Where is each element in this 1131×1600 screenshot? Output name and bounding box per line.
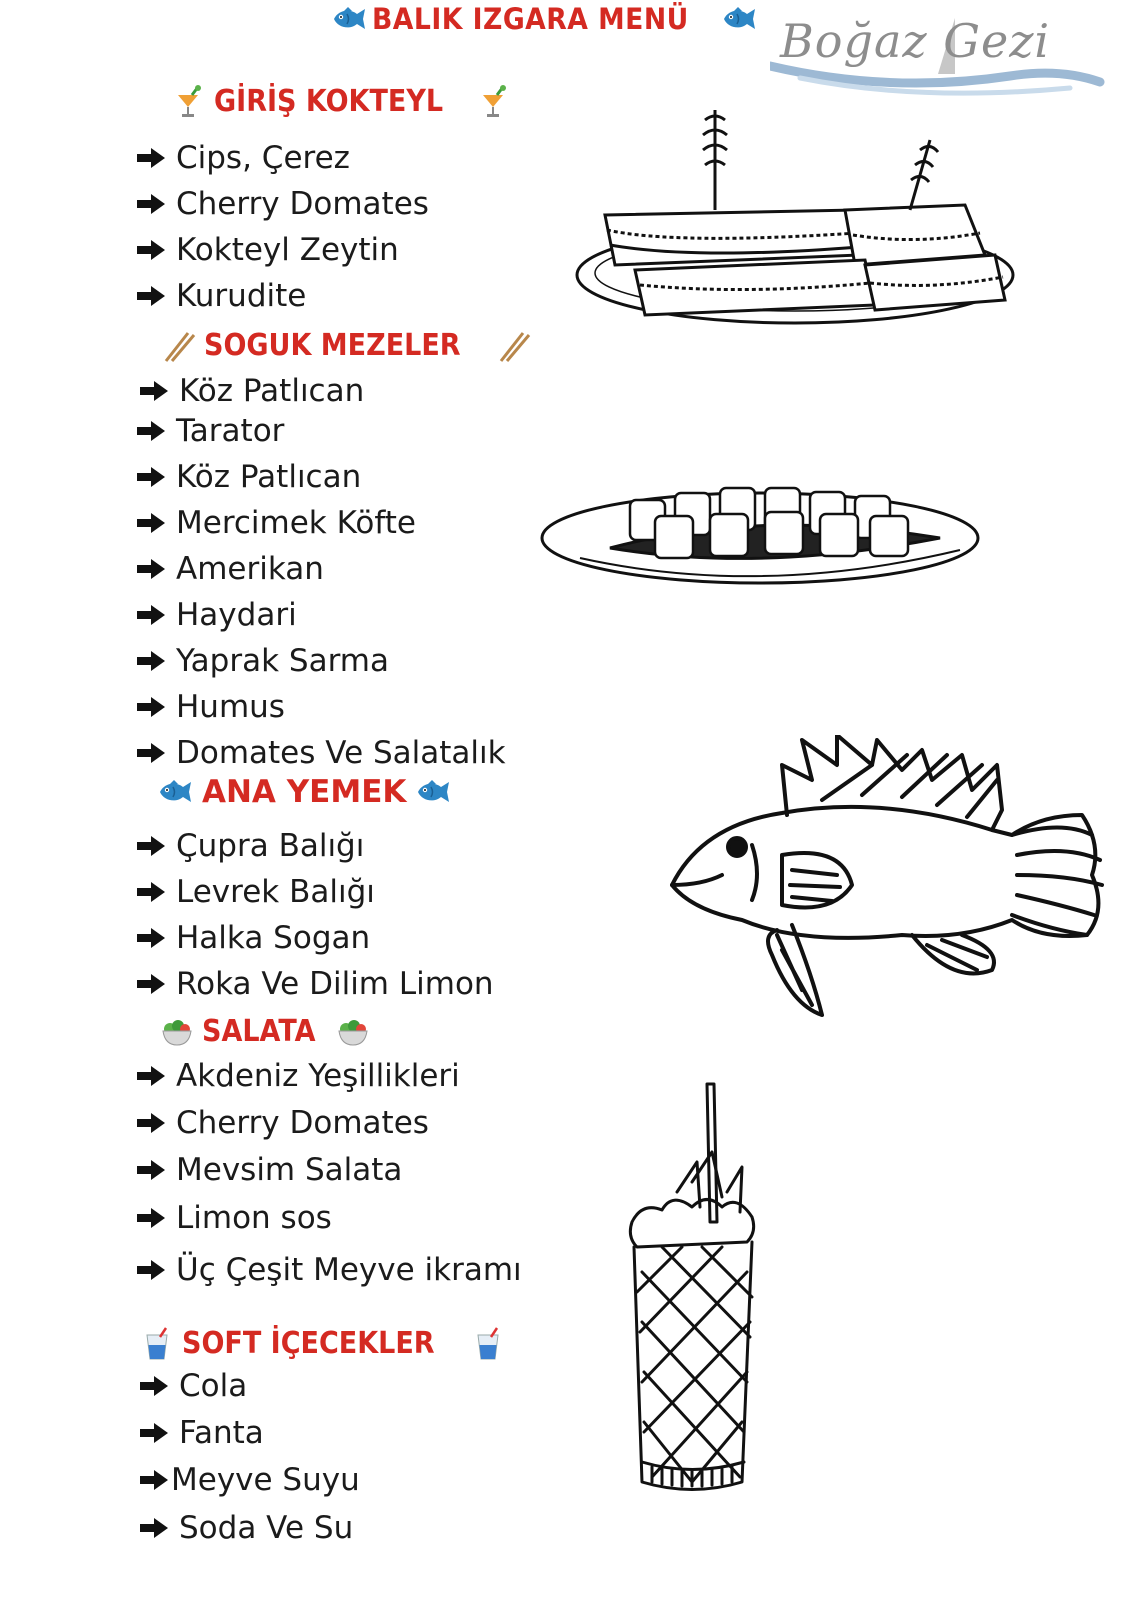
arrow-right-icon bbox=[139, 1421, 169, 1445]
section-label: SALATA bbox=[202, 1014, 316, 1049]
arrow-right-icon bbox=[139, 379, 169, 403]
canape-platter-icon bbox=[540, 478, 985, 598]
fish-emoji-icon bbox=[156, 779, 194, 805]
menu-title: BALIK IZGARA MENÜ bbox=[372, 2, 689, 36]
salad-bowl-icon bbox=[160, 1015, 194, 1049]
list-item: Akdeniz Yeşillikleri bbox=[136, 1058, 460, 1094]
arrow-right-icon bbox=[136, 146, 166, 170]
list-item: Mercimek Köfte bbox=[136, 505, 416, 541]
cocktail-icon bbox=[477, 85, 511, 119]
list-item: Kokteyl Zeytin bbox=[136, 232, 399, 268]
arrow-right-icon bbox=[136, 695, 166, 719]
chopsticks-icon bbox=[162, 329, 196, 363]
section-heading-soft-icecekler bbox=[140, 1326, 505, 1361]
list-item: Cola bbox=[139, 1368, 247, 1404]
fish-emoji-icon bbox=[330, 6, 368, 32]
arrow-right-icon bbox=[136, 1158, 166, 1182]
arrow-right-icon bbox=[136, 192, 166, 216]
cup-with-straw-icon bbox=[140, 1327, 174, 1361]
list-item: Halka Sogan bbox=[136, 920, 370, 956]
list-item: Meyve Suyu bbox=[139, 1462, 360, 1498]
arrow-right-icon bbox=[136, 238, 166, 262]
salad-bowl-icon bbox=[336, 1015, 370, 1049]
fish-drawing-icon bbox=[662, 735, 1112, 1025]
list-item: Tarator bbox=[136, 413, 284, 449]
arrow-right-icon bbox=[136, 1258, 166, 1282]
arrow-right-icon bbox=[136, 926, 166, 950]
list-item: Üç Çeşit Meyve ikramı bbox=[136, 1252, 522, 1288]
sandwich-plate-icon bbox=[575, 105, 1025, 340]
arrow-right-icon bbox=[136, 972, 166, 996]
list-item: Mevsim Salata bbox=[136, 1152, 402, 1188]
list-item: Çupra Balığı bbox=[136, 828, 364, 864]
list-item: Amerikan bbox=[136, 551, 324, 587]
list-item: Haydari bbox=[136, 597, 297, 633]
fish-emoji-icon bbox=[414, 779, 452, 805]
cocktail-icon bbox=[172, 85, 206, 119]
list-item: Cherry Domates bbox=[136, 186, 429, 222]
list-item: Humus bbox=[136, 689, 285, 725]
list-item: Soda Ve Su bbox=[139, 1510, 353, 1546]
list-item: Fanta bbox=[139, 1415, 264, 1451]
section-heading-ana-yemek bbox=[156, 774, 452, 810]
arrow-right-icon bbox=[136, 834, 166, 858]
cocktail-glass-icon bbox=[622, 1082, 762, 1502]
arrow-right-icon bbox=[136, 603, 166, 627]
arrow-right-icon bbox=[136, 419, 166, 443]
arrow-right-icon bbox=[136, 557, 166, 581]
arrow-right-icon bbox=[136, 511, 166, 535]
list-item: Kurudite bbox=[136, 278, 306, 314]
arrow-right-icon bbox=[136, 880, 166, 904]
arrow-right-icon bbox=[139, 1468, 169, 1492]
section-label: ANA YEMEK bbox=[202, 774, 407, 810]
list-item: Levrek Balığı bbox=[136, 874, 375, 910]
chopsticks-icon bbox=[497, 329, 531, 363]
section-heading-soguk-mezeler bbox=[162, 328, 531, 363]
arrow-right-icon bbox=[136, 465, 166, 489]
list-item: Köz Patlıcan bbox=[136, 459, 361, 495]
section-label: SOGUK MEZELER bbox=[204, 328, 461, 363]
list-item: Roka Ve Dilim Limon bbox=[136, 966, 494, 1002]
section-heading-giris-kokteyl bbox=[172, 84, 511, 119]
list-item: Domates Ve Salatalık bbox=[136, 735, 506, 771]
logo-text: Boğaz Gezi bbox=[780, 14, 1051, 68]
cup-with-straw-icon bbox=[471, 1327, 505, 1361]
list-item: Limon sos bbox=[136, 1200, 332, 1236]
brand-logo bbox=[770, 8, 1110, 103]
list-item: Cips, Çerez bbox=[136, 140, 350, 176]
section-label: SOFT İÇECEKLER bbox=[182, 1326, 435, 1361]
arrow-right-icon bbox=[139, 1374, 169, 1398]
arrow-right-icon bbox=[136, 1064, 166, 1088]
list-item: Yaprak Sarma bbox=[136, 643, 389, 679]
list-item: Cherry Domates bbox=[136, 1105, 429, 1141]
fish-emoji-icon bbox=[720, 6, 758, 32]
arrow-right-icon bbox=[136, 284, 166, 308]
section-heading-salata bbox=[160, 1014, 370, 1049]
list-item: Köz Patlıcan bbox=[139, 373, 364, 409]
section-label: GİRİŞ KOKTEYL bbox=[214, 84, 444, 119]
arrow-right-icon bbox=[136, 741, 166, 765]
arrow-right-icon bbox=[136, 1111, 166, 1135]
arrow-right-icon bbox=[136, 649, 166, 673]
menu-header bbox=[330, 2, 758, 36]
arrow-right-icon bbox=[136, 1206, 166, 1230]
arrow-right-icon bbox=[139, 1516, 169, 1540]
